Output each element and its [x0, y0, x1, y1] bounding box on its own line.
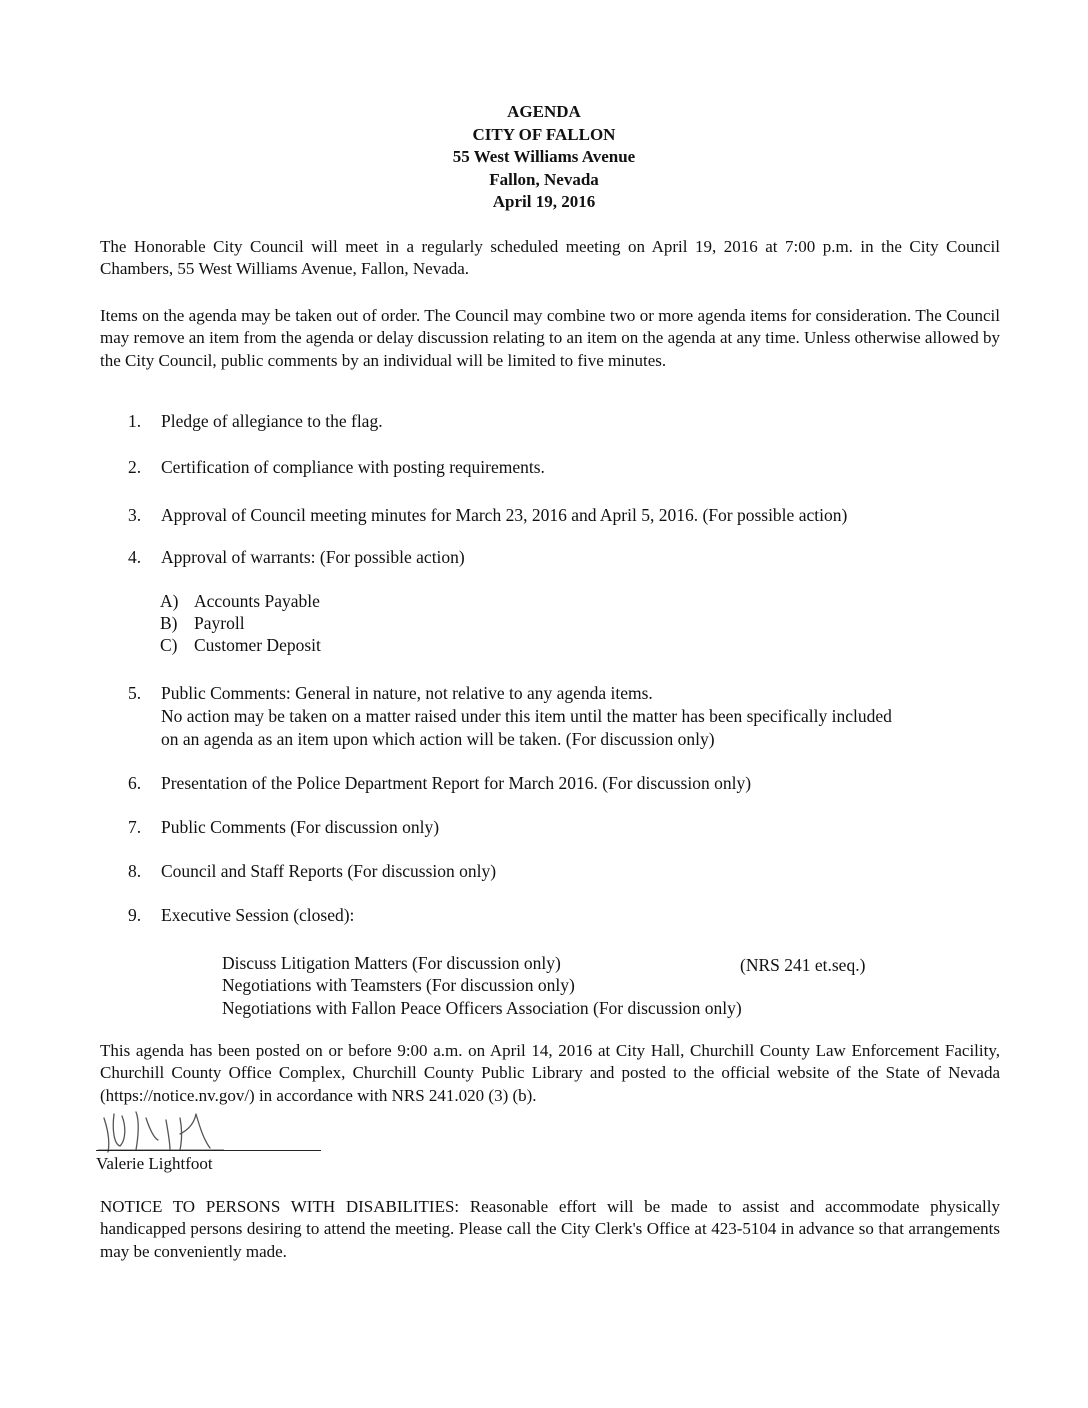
warrant-letter: C) [160, 635, 178, 655]
item-text: Approval of Council meeting minutes for March 23, 2016 and April 5, 2016. (For possible action) [161, 505, 848, 525]
handwritten-signature [96, 1100, 326, 1160]
signer-name: Valerie Lightfoot [96, 1154, 213, 1173]
item-text: Executive Session (closed): [161, 905, 355, 925]
item-text: Approval of warrants: (For possible action) [161, 547, 465, 567]
warrant-item-c [160, 634, 321, 657]
item-number: 8. [128, 861, 142, 881]
header-date: April 19, 2016 [492, 192, 596, 212]
rules-paragraph: Items on the agenda may be taken out of order. The Council may combine two or more agenda items for consideration. The Council may remove an item from the agenda or delay discussion relating to an item on the agenda at any time. Unless otherwise allowed by the City Council, public comments by an individual will be limited to five minutes. [100, 306, 1000, 370]
item-text: Council and Staff Reports (For discussion only) [161, 861, 497, 881]
item-number: 4. [128, 547, 142, 567]
agenda-header [0, 101, 1088, 214]
item-number: 2. [128, 457, 142, 477]
item-text: Public Comments (For discussion only) [161, 817, 440, 837]
header-city: CITY OF FALLON [472, 124, 616, 144]
item-number: 5. [128, 683, 142, 703]
posting-paragraph: This agenda has been posted on or before 9:00 a.m. on April 14, 2016 at City Hall, Churchill County Law Enforcement Facility, Churchill County Office Complex, Churchill County Public Library and posted to the official website of the State of Nevada (https://notice.nv.gov/) in accordance with NRS 241.020 (3) (b). [100, 1041, 1000, 1105]
header-address: 55 West Williams Avenue [452, 147, 636, 167]
warrant-text: Customer Deposit [194, 635, 321, 655]
executive-line-peace-officers: Negotiations with Fallon Peace Officers Association (For discussion only) [222, 998, 742, 1018]
item-number: 3. [128, 505, 142, 525]
disability-notice: NOTICE TO PERSONS WITH DISABILITIES: Reasonable effort will be made to assist and accommodate physically handicapped persons desiring to attend the meeting. Please call the City Clerk's Office at 423-5104 in advance so that arrangements may be conveniently made. [100, 1197, 1000, 1261]
item-number: 1. [128, 411, 142, 431]
item-text [161, 682, 892, 751]
item-number: 9. [128, 905, 142, 925]
warrant-letter: A) [160, 591, 179, 611]
item-text-line: No action may be taken on a matter raised under this item until the matter has been specifically included [161, 706, 892, 726]
executive-line-litigation: Discuss Litigation Matters (For discussion only) [222, 953, 561, 973]
item-text: Presentation of the Police Department Report for March 2016. (For discussion only) [161, 773, 752, 793]
header-title: AGENDA [507, 102, 581, 121]
warrant-text: Accounts Payable [194, 591, 320, 611]
warrant-text: Payroll [194, 613, 245, 633]
item-text-line: on an agenda as an item upon which action will be taken. (For discussion only) [161, 729, 715, 749]
warrant-item-b [160, 612, 245, 635]
header-location: Fallon, Nevada [489, 169, 599, 189]
warrant-letter: B) [160, 613, 178, 633]
warrant-item-a [160, 590, 320, 613]
item-text-line: Public Comments: General in nature, not relative to any agenda items. [161, 683, 653, 703]
signature-line [96, 1150, 321, 1151]
intro-paragraph: The Honorable City Council will meet in a regularly scheduled meeting on April 19, 2016 at 7:00 p.m. in the City Council Chambers, 55 West Williams Avenue, Fallon, Nevada. [100, 237, 1000, 279]
executive-line-teamsters: Negotiations with Teamsters (For discussion only) [222, 975, 575, 995]
item-text: Pledge of allegiance to the flag. [161, 411, 383, 431]
item-number: 6. [128, 773, 142, 793]
item-text: Certification of compliance with posting requirements. [161, 457, 545, 477]
executive-nrs-reference: (NRS 241 et.seq.) [740, 955, 866, 975]
item-number: 7. [128, 817, 142, 837]
